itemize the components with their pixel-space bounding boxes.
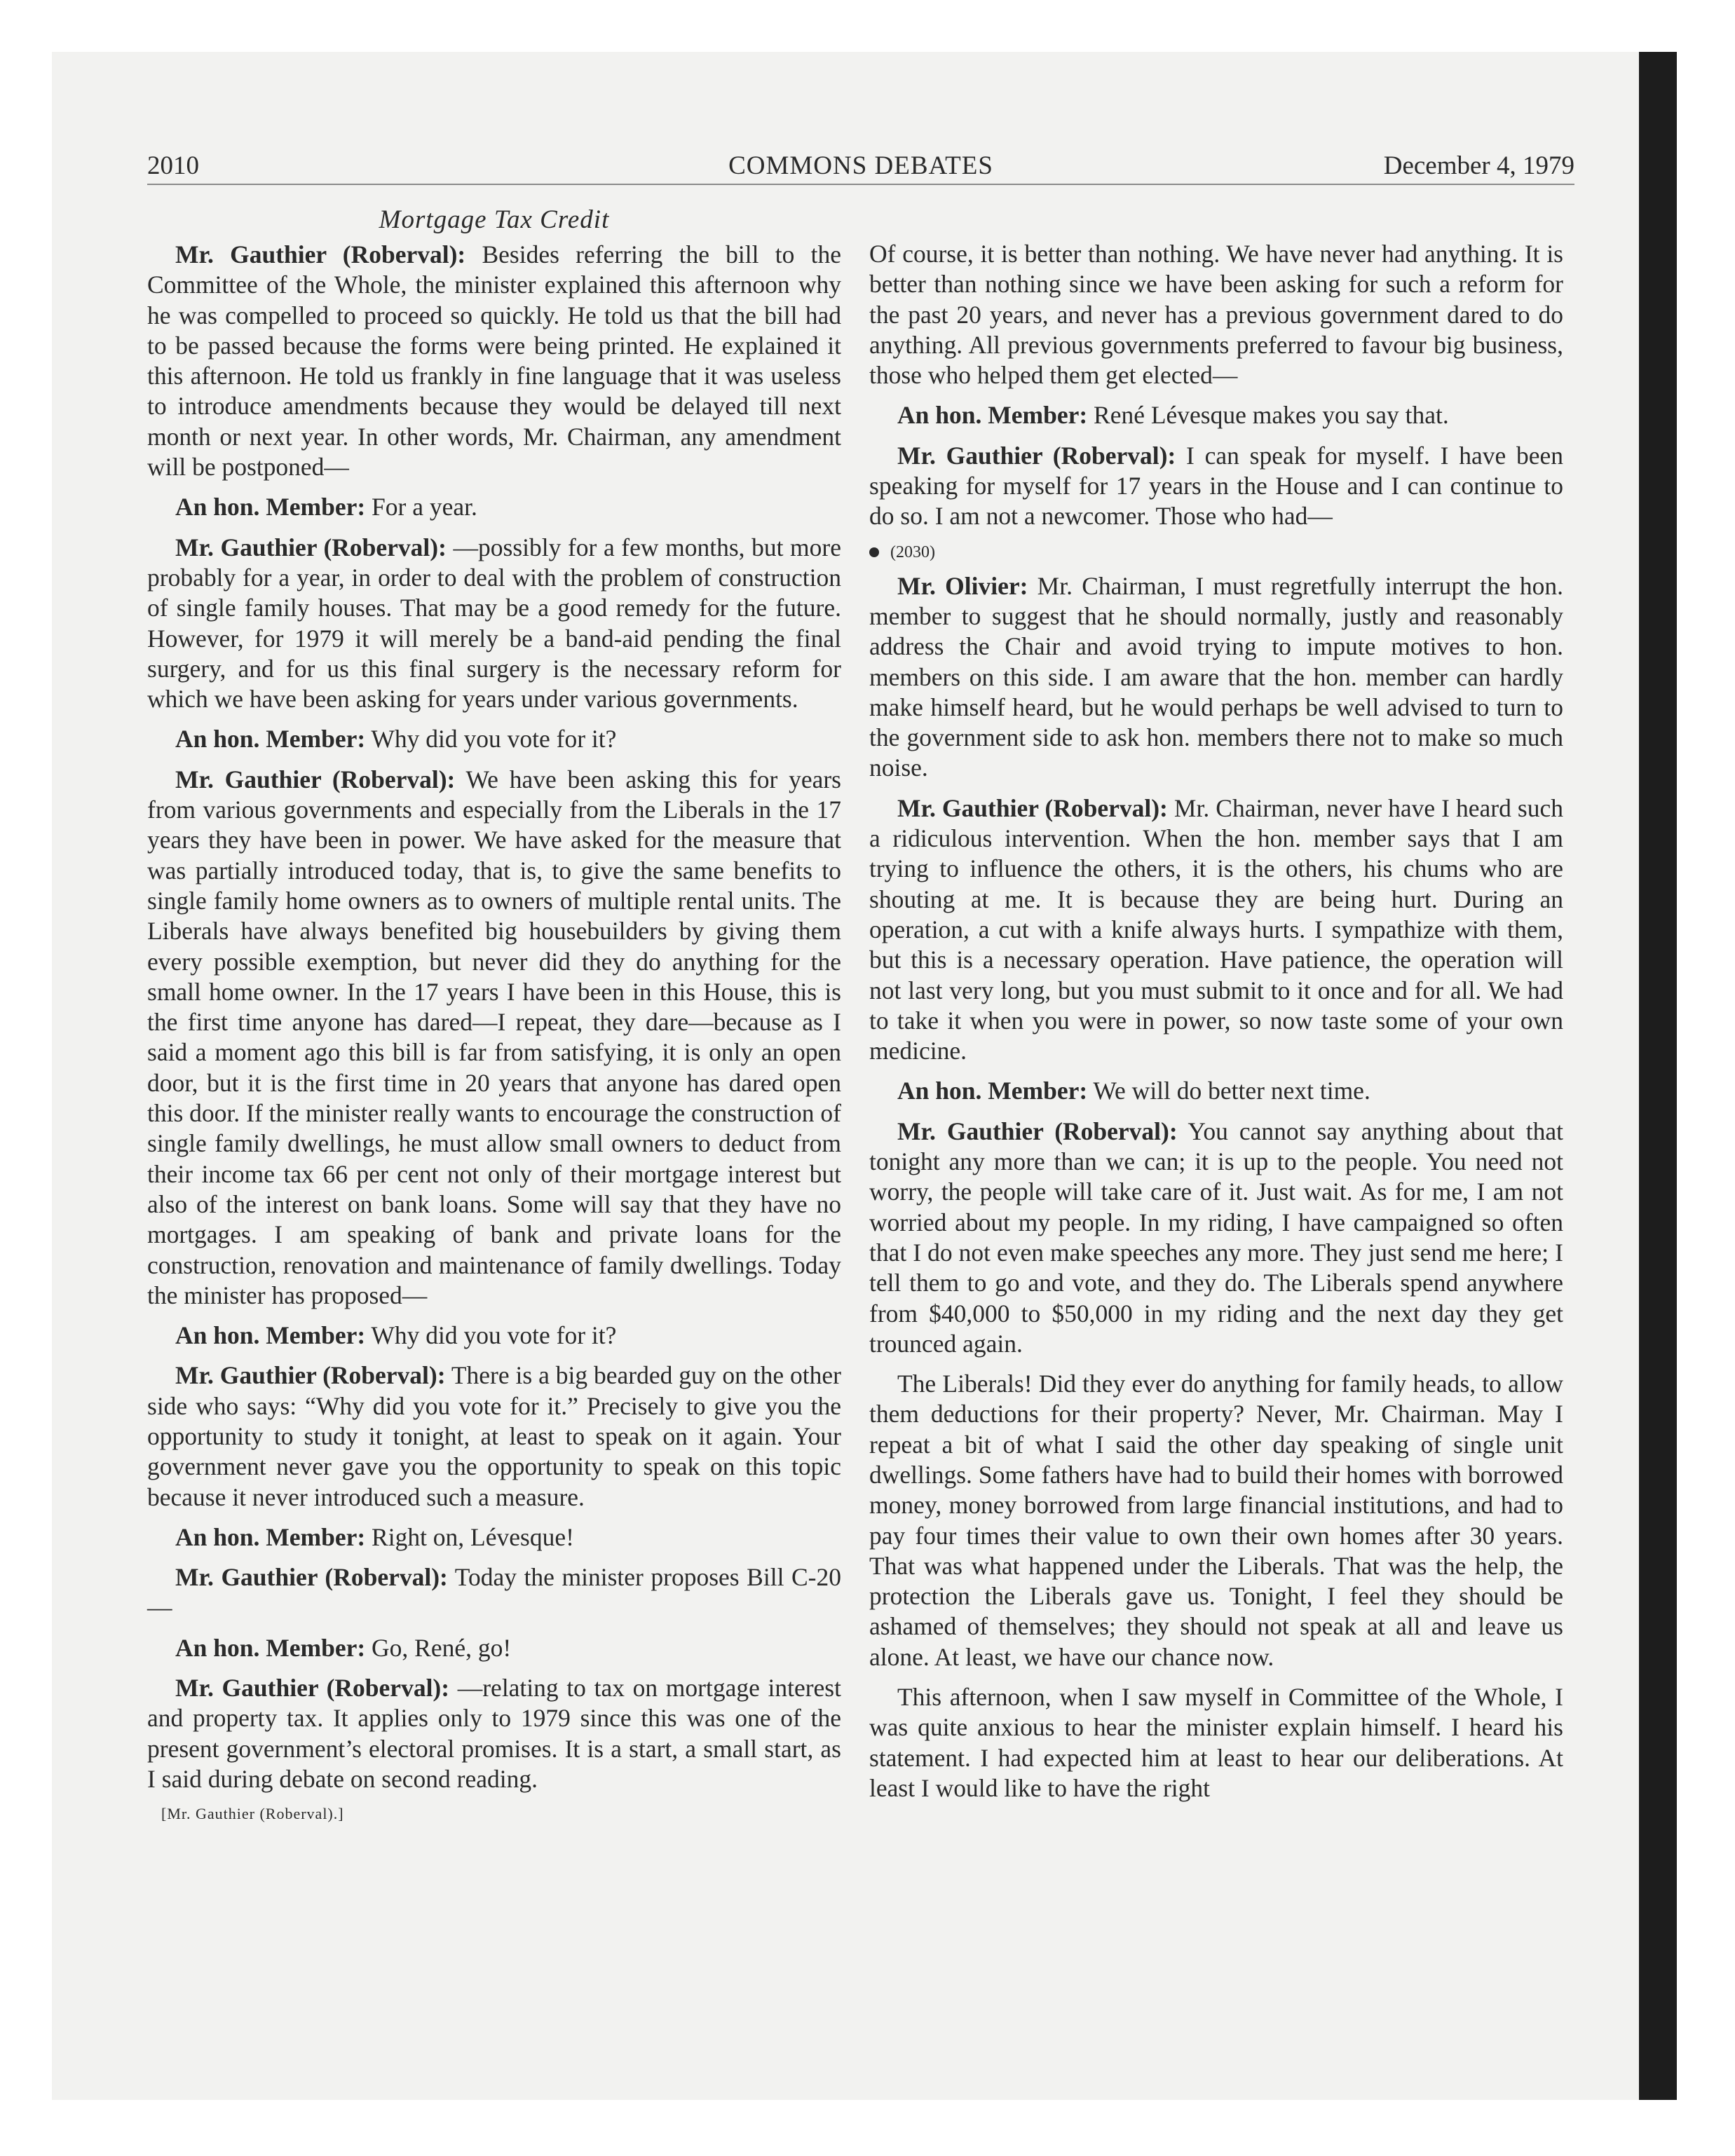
paragraph-text: I can speak for myself. I have been speaking for myself for 17 years in the House and I can continue to do so. I am not a newcomer. Those who had— xyxy=(869,441,1563,531)
speaker-name: Mr. Gauthier (Roberval): xyxy=(175,533,447,561)
paragraph xyxy=(147,1673,841,1794)
speaker-name: Mr. Olivier: xyxy=(897,571,1028,600)
paragraph xyxy=(869,239,1563,390)
speaker-name: An hon. Member: xyxy=(175,1321,366,1350)
speaker-name: An hon. Member: xyxy=(175,725,366,753)
paragraph-text: —possibly for a few months, but more probably for a year, in order to deal with the problem of construction of single family houses. That may be a good remedy for the future. However, for 1979 it will merely be a band-aid pending the final surgery, and for us this final surgery is the necessary reform for which we have been asking for years under various governments. xyxy=(147,533,841,714)
publication-title: COMMONS DEBATES xyxy=(728,151,993,180)
paragraph xyxy=(869,1117,1563,1359)
paragraph-text: Why did you vote for it? xyxy=(365,725,617,753)
speaker-name: An hon. Member: xyxy=(897,401,1088,430)
paragraph xyxy=(147,492,841,522)
paragraph-text: You cannot say anything about that tonight any more than we can; it is up to the people. You need not worry, the people will take care of it. Just wait. As for me, I am not worried about my people. In my riding, I have campaigned so often that I do not even make speeches any more. They just send me here; I tell them to go and vote, and they do. The Liberals spend anywhere from $40,000 to $50,000 in my riding and the next day they get trounced again. xyxy=(869,1117,1563,1358)
paragraph xyxy=(147,240,841,482)
paragraph xyxy=(147,765,841,1311)
speaker-name: An hon. Member: xyxy=(897,1077,1088,1105)
paragraph xyxy=(869,571,1563,784)
paragraph xyxy=(147,1633,841,1663)
speaker-attribution: [Mr. Gauthier (Roberval).] xyxy=(161,1805,344,1823)
left-column xyxy=(147,205,841,1824)
paragraph-text: Of course, it is better than nothing. We have never had anything. It is better than nothing since we have been asking for such a reform for the past 20 years, and never has a previous government dared to do anything. All previous governments preferred to favour big business, those who helped them get elected— xyxy=(869,240,1563,390)
section-title: Mortgage Tax Credit xyxy=(379,205,610,234)
speaker-name: Mr. Gauthier (Roberval): xyxy=(897,793,1168,822)
paragraph-text: For a year. xyxy=(365,493,477,521)
paragraph xyxy=(869,1682,1563,1803)
paragraph xyxy=(147,1522,841,1553)
right-column xyxy=(869,239,1563,1813)
paragraph-text: Today the minister proposes Bill C-20— xyxy=(147,1563,841,1622)
paragraph-text: This afternoon, when I saw myself in Committee of the Whole, I was quite anxious to hear the minister explain himself. I heard his statement. I had expected him at least to hear our deliberations. At least I would like to have the right xyxy=(869,1683,1563,1802)
paragraph xyxy=(147,1321,841,1351)
paragraph-text: The Liberals! Did they ever do anything for family heads, to allow them deductions for their property? Never, Mr. Chairman. May I repeat a bit of what I said the other day speaking of single unit dwellings. Some fathers have had to build their homes with borrowed money, money borrowed from large financial institutions, and had to pay four times their value to own their own homes after 30 years. That was what happened under the Liberals. That was the help, the protection the Liberals gave us. Tonight, I feel they should be ashamed of themselves; they should not speak at all and leave us alone. At least, we have our chance now. xyxy=(869,1370,1563,1671)
speaker-name: Mr. Gauthier (Roberval): xyxy=(175,1674,450,1703)
paragraph xyxy=(147,1360,841,1512)
speaker-name: Mr. Gauthier (Roberval): xyxy=(175,1361,446,1390)
paragraph xyxy=(147,1562,841,1623)
time-marker-label: (2030) xyxy=(890,543,935,561)
right-paragraphs-after-marker xyxy=(869,571,1563,1804)
paragraph xyxy=(869,1369,1563,1672)
speaker-name: An hon. Member: xyxy=(175,493,366,521)
time-marker xyxy=(869,542,1563,563)
right-paragraphs-before-marker xyxy=(869,239,1563,532)
paragraph xyxy=(869,1076,1563,1106)
paragraph xyxy=(147,724,841,754)
paragraph-text: Besides referring the bill to the Committee of the Whole, the minister explained this afternoon why he was compelled to proceed so quickly. He told us that the bill had to be passed because the forms were being printed. He explained it this afternoon. He told us frankly in fine language that it was useless to introduce amendments because they would be delayed till next month or next year. In other words, Mr. Chairman, any amendment will be postponed— xyxy=(147,240,841,482)
speaker-name: An hon. Member: xyxy=(175,1633,366,1662)
paragraph-text: Why did you vote for it? xyxy=(365,1321,617,1350)
paragraph-text: Right on, Lévesque! xyxy=(365,1522,574,1551)
bullet-icon xyxy=(869,547,879,557)
speaker-name: Mr. Gauthier (Roberval): xyxy=(897,1117,1178,1145)
paragraph-text: We have been asking this for years from various governments and especially from the Liberals in the 17 years they have been in power. We have asked for the measure that was partially introduced today, that is, to give the same benefits to single family home owners as to owners of multiple rental units. The Liberals have always benefited big housebuilders by giving them every possible exemption, but never did they do anything for the small home owner. In the 17 years I have been in this House, this is the first time anyone has dared—I repeat, they dare—because as I said a moment ago this bill is far from satisfying, it is only an open door, but it is the first time in 20 years that anyone has dared open this door. If the minister really wants to encourage the construction of single family dwellings, he must allow small owners to deduct from their income tax 66 per cent not only of their mortgage interest but also of the interest on bank loans. Some will say that they have no mortgages. I am speaking of bank and private loans for the construction, renovation and maintenance of family dwellings. Today the minister has proposed— xyxy=(147,765,842,1309)
publication-date: December 4, 1979 xyxy=(1383,151,1574,180)
paragraph-text: Go, René, go! xyxy=(365,1633,512,1662)
paragraph-text: René Lévesque makes you say that. xyxy=(1087,401,1449,430)
paragraph xyxy=(869,400,1563,430)
speaker-name: An hon. Member: xyxy=(175,1522,366,1551)
paragraph-text: Mr. Chairman, I must regretfully interrupt the hon. member to suggest that he should normally, justly and reasonably address the Chair and avoid trying to impute motives to hon. members on this side. I am aware that the hon. member can hardly make himself heard, but he would perhaps be well advised to turn to the government side to ask hon. members there not to make so much noise. xyxy=(869,571,1563,782)
paragraph xyxy=(869,441,1563,532)
left-paragraphs xyxy=(147,240,841,1794)
paragraph-text: —relating to tax on mortgage interest and property tax. It applies only to 1979 since this was one of the present government’s electoral promises. It is a start, a small start, as I said during debate on second reading. xyxy=(147,1674,841,1793)
paragraph xyxy=(869,793,1563,1067)
page-number: 2010 xyxy=(147,151,199,180)
paragraph-text: Mr. Chairman, never have I heard such a ridiculous intervention. When the hon. member says that I am trying to influence the others, it is the others, his chums who are shouting at me. It is because they are being hurt. During an operation, a cut with a knife always hurts. I sympathize with them, but this is a necessary operation. Have patience, the operation will not last very long, but you must submit to it once and for all. We had to take it when you were in power, so now taste some of your own medicine. xyxy=(869,793,1563,1065)
speaker-name: Mr. Gauthier (Roberval): xyxy=(897,441,1176,470)
page-header xyxy=(147,149,1574,185)
speaker-name: Mr. Gauthier (Roberval): xyxy=(175,240,466,268)
paragraph xyxy=(147,533,841,715)
paragraph-text: There is a big bearded guy on the other side who says: “Why did you vote for it.” Precisely to give you the opportunity to study it tonight, at least to speak on it again. Your government never gave you the opportunity to speak on this topic because it never introduced such a measure. xyxy=(147,1361,841,1511)
paragraph-text: We will do better next time. xyxy=(1087,1077,1370,1105)
scan-edge-shadow xyxy=(1639,52,1677,2100)
speaker-name: Mr. Gauthier (Roberval): xyxy=(175,765,456,793)
speaker-name: Mr. Gauthier (Roberval): xyxy=(175,1563,448,1592)
